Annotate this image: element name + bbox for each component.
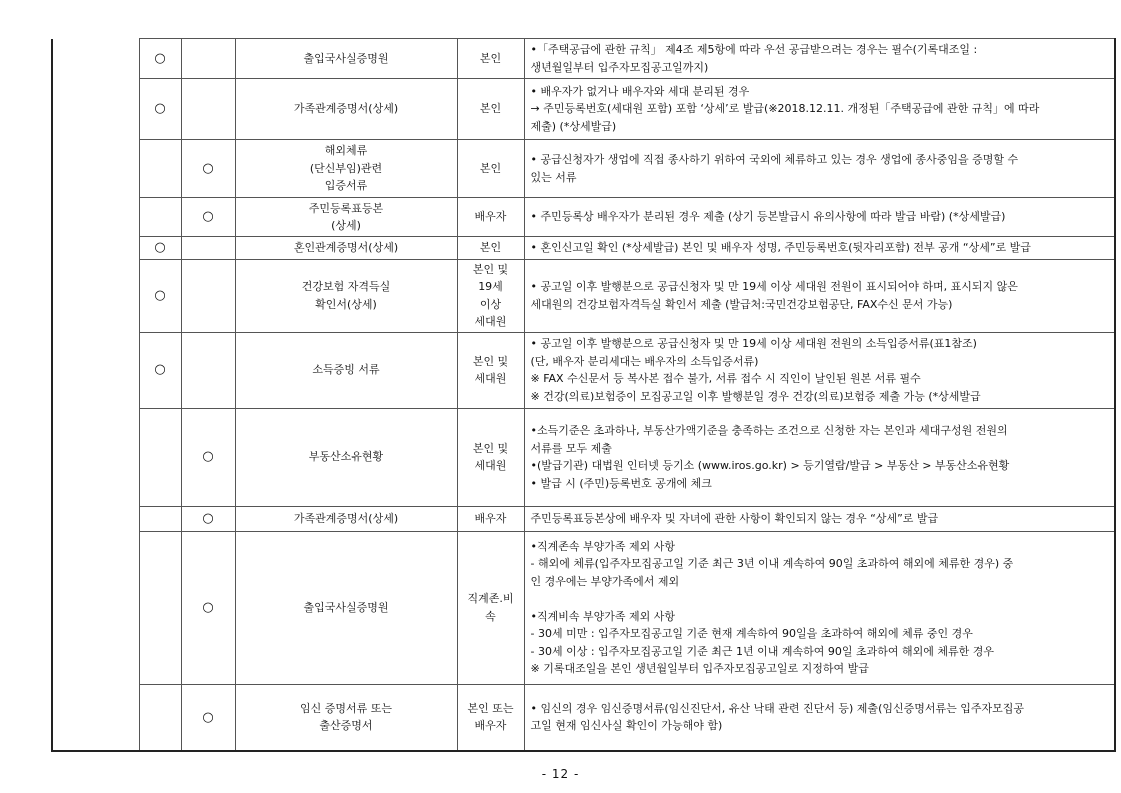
document-note: 주민등록표등본상에 배우자 및 자녀에 관한 사항이 확인되지 않는 경우 “상세”로 발급: [524, 506, 1115, 531]
submitter: 직계존.비 속: [457, 531, 524, 684]
document-note: • 배우자가 없거나 배우자와 세대 분리된 경우 → 주민등록번호(세대원 포함) 포함 ‘상세’로 발급(※2018.12.11. 개정된「주택공급에 관한 규칙」에 따라 제출) (*상세발급): [524, 79, 1115, 140]
document-name: 가족관계증명서(상세): [235, 506, 457, 531]
required-mark-b: ○: [181, 198, 235, 237]
table-row: [52, 332, 1115, 408]
document-note: • 주민등록상 배우자가 분리된 경우 제출 (상기 등본발급시 유의사항에 따라 발급 바람) (*상세발급): [524, 198, 1115, 237]
required-mark-b: ○: [181, 684, 235, 751]
required-mark-a: ○: [139, 332, 181, 408]
document-note: • 공급신청자가 생업에 직접 종사하기 위하여 국외에 체류하고 있는 경우 생업에 종사중임을 증명할 수 있는 서류: [524, 140, 1115, 198]
table-row: [52, 140, 1115, 198]
document-name: 혼인관계증명서(상세): [235, 237, 457, 260]
table-row: [52, 259, 1115, 332]
submitter: 본인 또는 배우자: [457, 684, 524, 751]
submitter: 본인: [457, 140, 524, 198]
required-mark-b: [181, 332, 235, 408]
document-note: •직계존속 부양가족 제외 사항 - 해외에 체류(입주자모집공고일 기준 최근 3년 이내 계속하여 90일 초과하여 해외에 체류한 경우) 중 인 경우에는 부양가족에서 제외 •직계비속 부양가족 제외 사항 - 30세 미만 : 입주자모집공고일 기준 현재 계속하여 90일을 초과하여 해외에 체류 중인 경우 - 30세 이상 : 입주자모집공고일 기준 최근 1년 이내 계속하여 90일 초과하여 해외에 체류한 경우 ※ 기록대조일을 본인 생년월일부터 입주자모집공고일로 지정하여 발급: [524, 531, 1115, 684]
required-mark-b: ○: [181, 408, 235, 506]
document-name: 소득증빙 서류: [235, 332, 457, 408]
submitter: 배우자: [457, 506, 524, 531]
submitter: 본인: [457, 79, 524, 140]
submitter: 본인 및 세대원: [457, 408, 524, 506]
required-mark-b: ○: [181, 506, 235, 531]
required-mark-b: [181, 79, 235, 140]
document-name: 임신 증명서류 또는 출산증명서: [235, 684, 457, 751]
required-mark-a: ○: [139, 39, 181, 79]
table-row: [52, 408, 1115, 506]
required-mark-a: [139, 684, 181, 751]
required-mark-a: [139, 531, 181, 684]
required-mark-b: [181, 39, 235, 79]
required-mark-a: [139, 198, 181, 237]
document-name: 가족관계증명서(상세): [235, 79, 457, 140]
table-row: [52, 198, 1115, 237]
submitter: 본인 및 19세 이상 세대원: [457, 259, 524, 332]
table-row: [52, 684, 1115, 751]
required-mark-a: [139, 506, 181, 531]
required-mark-b: ○: [181, 140, 235, 198]
document-note: • 공고일 이후 발행분으로 공급신청자 및 만 19세 이상 세대원 전원의 소득입증서류(표1참조) (단, 배우자 분리세대는 배우자의 소득입증서류) ※ FAX 수신문서 등 복사본 접수 불가, 서류 접수 시 직인이 날인된 원본 서류 필수 ※ 건강(의료)보험증이 모집공고일 이후 발행분일 경우 건강(의료)보험증 제출 가능 (*상세발급: [524, 332, 1115, 408]
table-row: [52, 237, 1115, 260]
required-mark-a: [139, 140, 181, 198]
required-mark-b: [181, 259, 235, 332]
document-name: 부동산소유현황: [235, 408, 457, 506]
table-row: [52, 531, 1115, 684]
submitter: 본인: [457, 237, 524, 260]
document-name: 출입국사실증명원: [235, 39, 457, 79]
page-number: - 12 -: [541, 767, 580, 781]
required-mark-b: ○: [181, 531, 235, 684]
table-row: [52, 506, 1115, 531]
required-mark-a: ○: [139, 259, 181, 332]
table-row: [52, 79, 1115, 140]
required-mark-a: ○: [139, 237, 181, 260]
submitter: 본인 및 세대원: [457, 332, 524, 408]
required-mark-a: [139, 408, 181, 506]
submitter: 배우자: [457, 198, 524, 237]
required-documents-table: [51, 38, 1116, 752]
document-name: 출입국사실증명원: [235, 531, 457, 684]
document-name: 건강보험 자격득실 확인서(상세): [235, 259, 457, 332]
submitter: 본인: [457, 39, 524, 79]
document-note: •「주택공급에 관한 규칙」 제4조 제5항에 따라 우선 공급받으려는 경우는 필수(기록대조일 : 생년월일부터 입주자모집공고일까지): [524, 39, 1115, 79]
document-note: • 임신의 경우 임신증명서류(임신진단서, 유산 낙태 관련 진단서 등) 제출(임신증명서류는 입주자모집공 고일 현재 임신사실 확인이 가능해야 함): [524, 684, 1115, 751]
required-mark-a: ○: [139, 79, 181, 140]
document-note: •소득기준은 초과하나, 부동산가액기준을 충족하는 조건으로 신청한 자는 본인과 세대구성원 전원의 서류를 모두 제출 •(발급기관) 대법원 인터넷 등기소 (www.iros.go.kr) > 등기열람/발급 > 부동산 > 부동산소유현황 • 발급 시 (주민)등록번호 공개에 체크: [524, 408, 1115, 506]
document-note: • 공고일 이후 발행분으로 공급신청자 및 만 19세 이상 세대원 전원이 표시되어야 하며, 표시되지 않은 세대원의 건강보험자격득실 확인서 제출 (발급처:국민건강보험공단, FAX수신 문서 가능): [524, 259, 1115, 332]
document-name: 해외체류 (단신부임)관련 입증서류: [235, 140, 457, 198]
category-cell: [52, 39, 139, 752]
table-row: [52, 39, 1115, 79]
required-mark-b: [181, 237, 235, 260]
document-note: • 혼인신고일 확인 (*상세발급) 본인 및 배우자 성명, 주민등록번호(뒷자리포함) 전부 공개 “상세”로 발급: [524, 237, 1115, 260]
document-name: 주민등록표등본 (상세): [235, 198, 457, 237]
